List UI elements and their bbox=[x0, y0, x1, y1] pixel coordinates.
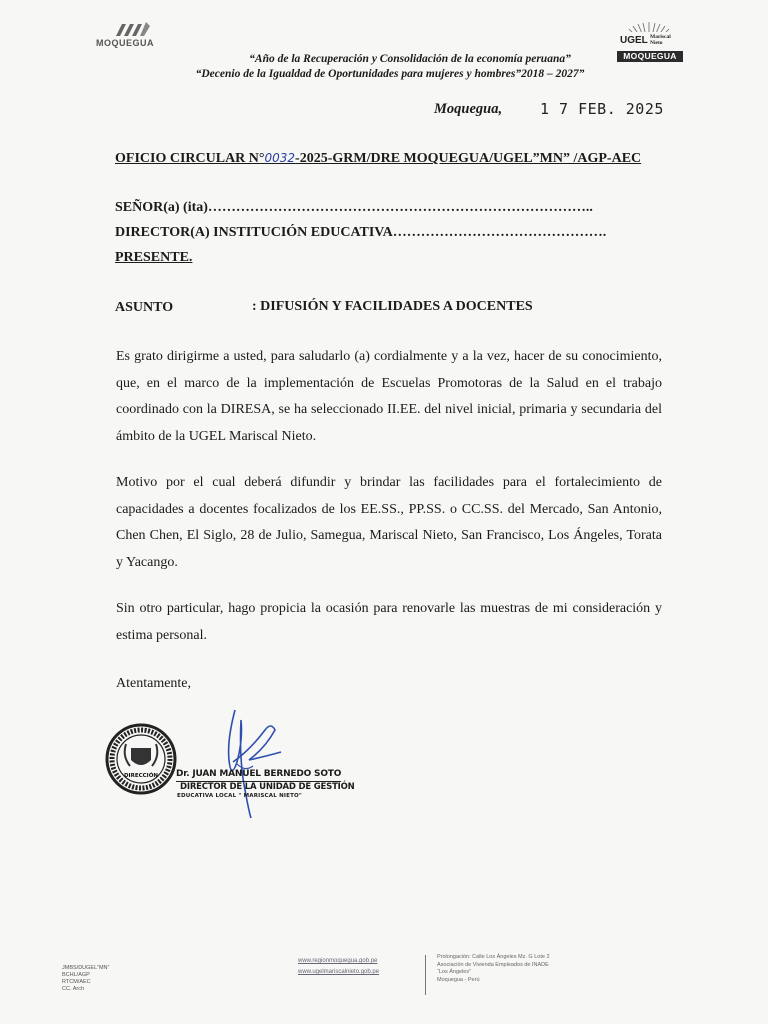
motto-line-1: “Año de la Recuperación y Consolidación de la economía peruana” bbox=[249, 53, 571, 65]
footer-address bbox=[437, 954, 550, 984]
handwritten-signature-icon bbox=[215, 700, 285, 820]
subject-text: : DIFUSIÓN Y FACILIDADES A DOCENTES bbox=[252, 299, 533, 314]
ugel-logo-name: MOQUEGUA bbox=[617, 51, 683, 62]
motto-line-2: “Decenio de la Igualdad de Oportunidades para mujeres y hombres”2018 – 2027” bbox=[195, 68, 585, 80]
ref-line: CC. Arch bbox=[62, 986, 85, 992]
footer-divider bbox=[425, 955, 426, 995]
signatory-title-1: DIRECTOR DE LA UNIDAD DE GESTIÓN bbox=[180, 781, 355, 792]
addressee-line-3: PRESENTE. bbox=[115, 250, 193, 265]
signatory-title-2: EDUCATIVA LOCAL " MARISCAL NIETO" bbox=[177, 793, 302, 799]
reference-suffix: -2025-GRM/DRE MOQUEGUA/UGEL”MN” /AGP-AEC bbox=[295, 151, 642, 166]
addressee-line-1: SEÑOR(a) (ita)……………………………………………………………………….. bbox=[115, 200, 593, 215]
document-reference bbox=[115, 151, 641, 167]
closing: Atentamente, bbox=[116, 676, 192, 691]
address-line: Moquegua - Perú bbox=[437, 976, 480, 983]
address-line: “Los Ángeles” bbox=[437, 969, 471, 975]
address-line: Prolongación: Calle Los Ángeles Mz. G Lote 2 bbox=[437, 954, 550, 960]
ref-line: BCHL/AGP bbox=[62, 972, 90, 978]
official-seal-icon bbox=[104, 722, 178, 796]
svg-text:DIRECCIÓN: DIRECCIÓN bbox=[123, 773, 159, 779]
moquegua-logo bbox=[96, 20, 176, 48]
body-paragraph-2: Motivo por el cual deberá difundir y brindar las facilidades para el fortalecimiento de capacidades a docentes focalizados de los EE.SS., PP.SS. o CC.SS. del Mercado, San Antonio, Chen Chen, El Siglo, 28 de Julio, Samegua, Mariscal Nieto, San Francisco, Los Ángeles, Torata y Yacango. bbox=[116, 475, 662, 570]
footer-references bbox=[62, 965, 109, 993]
body-paragraph-3: Sin otro particular, hago propicia la ocasión para renovarle las muestras de mi consideración y estima personal. bbox=[116, 601, 662, 643]
subject-label: ASUNTO bbox=[115, 300, 174, 315]
date-stamp: 1 7 FEB. 2025 bbox=[540, 100, 664, 118]
motto bbox=[160, 52, 620, 82]
region-emblem-icon bbox=[114, 20, 154, 38]
website-link[interactable]: www.ugelmariscalnieto.gob.pe bbox=[298, 969, 380, 975]
reference-prefix: OFICIO CIRCULAR N° bbox=[115, 151, 265, 166]
date-place: Moquegua, bbox=[434, 101, 503, 117]
ref-line: RTCM/AEC bbox=[62, 979, 91, 985]
body-paragraph-1: Es grato dirigirme a usted, para saludarlo (a) cordialmente y a la vez, hacer de su conocimiento, que, en el marco de la implementación de Escuelas Promotoras de la Salud en el trabajo coordinado con la DIRESA, se ha seleccionado II.EE. del nivel inicial, primaria y secundaria del ámbito de la UGEL Mariscal Nieto. bbox=[116, 349, 662, 444]
ugel-logo-sub-1: Mariscal bbox=[650, 34, 671, 40]
address-line: Asociación de Vivienda Empleados de INADE bbox=[437, 961, 549, 968]
ref-line: JMBS/DUGEL”MN” bbox=[62, 965, 110, 971]
addressee-line-2: DIRECTOR(A) INSTITUCIÓN EDUCATIVA………………………………………. bbox=[115, 225, 607, 240]
ugel-logo-sub-2: Nieto bbox=[650, 40, 663, 46]
signatory-name: Dr. JUAN MANUEL BERNEDO SOTO bbox=[176, 770, 341, 782]
signatory-block bbox=[176, 770, 355, 802]
ugel-logo-text: UGEL bbox=[620, 35, 648, 46]
website-link[interactable]: www.regionmoquegua.gob.pe bbox=[298, 958, 378, 964]
ugel-logo-subtitle bbox=[650, 34, 671, 46]
footer-websites bbox=[298, 956, 379, 978]
reference-number: 0032 bbox=[264, 151, 296, 165]
logo-name: MOQUEGUA bbox=[96, 38, 154, 48]
